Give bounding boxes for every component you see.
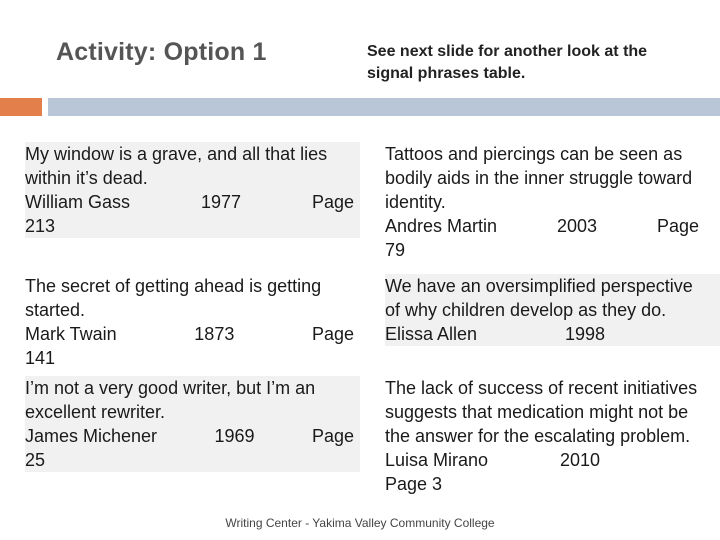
accent-bar-blue	[48, 98, 720, 116]
quote-text: Tattoos and piercings can be seen as bodily aids in the inner struggle toward identity.	[385, 144, 693, 212]
quote-page: 79	[385, 240, 406, 260]
slide-title: Activity: Option 1	[56, 38, 267, 66]
quote-year: 1977	[200, 192, 241, 212]
quote-page: 25	[25, 450, 46, 470]
quote-text: My window is a grave, and all that lies within it’s dead.	[25, 144, 328, 188]
quote-attribution	[385, 214, 699, 238]
quote-year: 1969	[214, 426, 255, 446]
quote-attribution	[25, 322, 354, 346]
quote-attribution	[25, 424, 354, 448]
slide-note: See next slide for another look at the signal phrases table.	[367, 43, 648, 82]
quote-attribution	[385, 448, 600, 472]
quote-card	[385, 274, 720, 346]
quote-text: We have an oversimplified perspective of why children develop as they do.	[385, 276, 693, 320]
accent-bar-orange	[0, 98, 42, 116]
quote-text: The secret of getting ahead is getting started.	[25, 276, 322, 320]
quote-page: 141	[25, 348, 56, 368]
quote-page: 213	[25, 216, 56, 236]
quote-text: The lack of success of recent initiatives suggests that medication might not be the answer for the escalating problem.	[385, 378, 698, 446]
quote-card	[25, 376, 360, 472]
quote-year: 1873	[194, 324, 235, 344]
quote-year: 2003	[556, 216, 598, 236]
quote-author: Mark Twain	[25, 324, 117, 344]
quote-author: Luisa Mirano	[385, 450, 489, 470]
quote-page: Page 3	[385, 474, 443, 494]
quote-card	[385, 376, 705, 496]
quote-author: James Michener	[25, 426, 158, 446]
quote-page-label: Page	[311, 426, 354, 446]
quote-attribution	[25, 190, 354, 214]
quote-card	[25, 142, 360, 238]
quote-author: Elissa Allen	[385, 324, 478, 344]
quote-page-label: Page	[656, 216, 699, 236]
quote-page-label: Page	[311, 192, 354, 212]
quote-attribution	[385, 322, 605, 346]
quote-year: 2010	[559, 450, 600, 470]
quote-year: 1998	[564, 324, 605, 344]
quote-author: Andres Martin	[385, 216, 498, 236]
quote-page-label: Page	[311, 324, 354, 344]
quote-card	[25, 274, 360, 370]
slide-footer: Writing Center - Yakima Valley Community College	[225, 516, 495, 530]
quote-author: William Gass	[25, 192, 131, 212]
quote-text: I’m not a very good writer, but I’m an excellent rewriter.	[25, 378, 316, 422]
quote-card	[385, 142, 705, 262]
